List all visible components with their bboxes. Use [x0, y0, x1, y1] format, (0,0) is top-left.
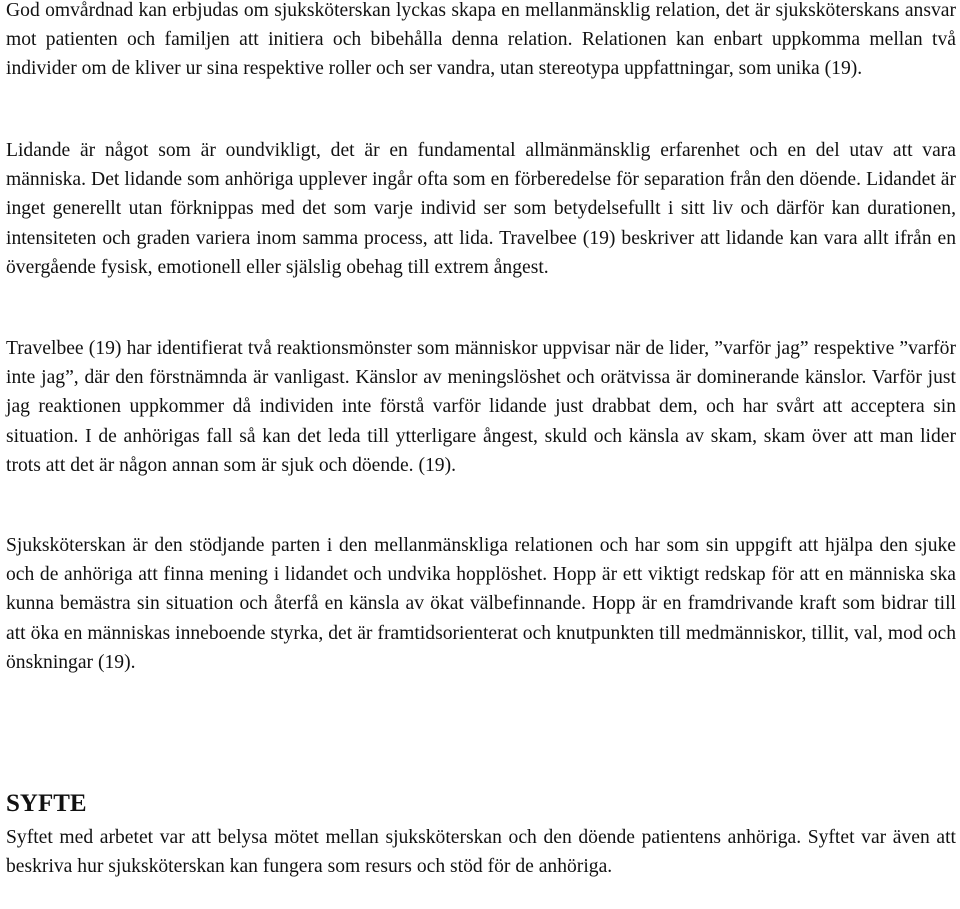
- section-heading-syfte: SYFTE: [6, 790, 87, 817]
- paragraph-syfte: Syftet med arbetet var att belysa mötet mellan sjuksköterskan och den döende patientens anhöriga. Syftet var även att beskriva hur sjuksköterskan kan fungera som resurs och stöd för de anhöriga.: [6, 827, 956, 878]
- paragraph-lidande: Lidande är något som är oundvikligt, det är en fundamental allmänmänsklig erfarenhet och en del utav att vara människa. Det lidande som anhöriga upplever ingår ofta som en förberedelse för separation från den döende. Lidandet är inget generellt utan förknippas med det som varje individ ser som betydelsefullt i sitt liv och därför kan durationen, intensiteten och graden variera inom samma process, att lida. Travelbee (19) beskriver att lidande kan vara allt ifrån en övergående fysisk, emotionell eller själslig obehag till extrem ångest.: [6, 140, 956, 278]
- paragraph-omvardnad: God omvårdnad kan erbjudas om sjuksköterskan lyckas skapa en mellanmänsklig relation, det är sjuksköterskans ansvar mot patienten och familjen att initiera och bibehålla denna relation. Relationen kan enbart uppkomma mellan två individer om de kliver ur sina respektive roller och ser vandra, utan stereotypa uppfattningar, som unika (19).: [6, 0, 956, 80]
- paragraph-reaktionsmonster: Travelbee (19) har identifierat två reaktionsmönster som människor uppvisar när de lider, ”varför jag” respektive ”varför inte jag”, där den förstnämnda är vanligast. Känslor av meningslöshet och orätvissa är dominerande känslor. Varför just jag reaktionen uppkommer då individen inte förstå varför lidande just drabbat dem, och har svårt att acceptera sin situation. I de anhörigas fall så kan det leda till ytterligare ångest, skuld och känsla av skam, skam över att man lider trots att det är någon annan som är sjuk och döende. (19).: [6, 338, 956, 476]
- paragraph-hopp: Sjuksköterskan är den stödjande parten i den mellanmänskliga relationen och har som sin uppgift att hjälpa den sjuke och de anhöriga att finna mening i lidandet och undvika hopplöshet. Hopp är ett viktigt redskap för att en människa ska kunna bemästra sin situation och återfå en känsla av ökat välbefinnande. Hopp är en framdrivande kraft som bidrar till att öka en människas inneboende styrka, det är framtidsorienterat och knutpunkten till medmänniskor, tillit, val, mod och önskningar (19).: [6, 535, 956, 673]
